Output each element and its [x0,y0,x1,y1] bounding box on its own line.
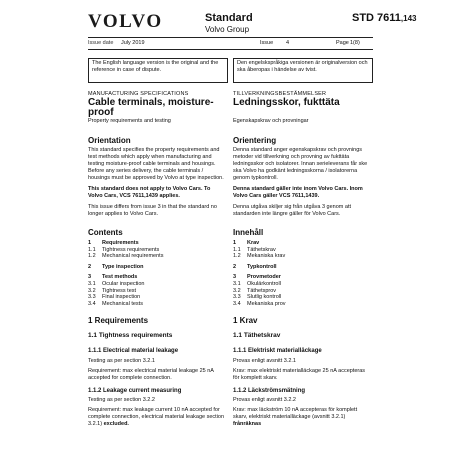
sv-orientation-p3: Denna utgåva skiljer sig från utgåva 3 genom att standarden inte längre gäller för Volvo Cars. [233,204,352,217]
en-orientation-p3: This issue differs from issue 3 in that the standard no longer applies to Volvo Cars. [88,204,217,217]
sv-contents-heading: Innehåll [233,228,264,237]
sv-section-1: 1 Krav [233,316,258,326]
sv-section-1-1-2: 1.1.2 Läckströmsmätning [233,388,306,395]
sv-section-1-1-2-p1: Provas enligt avsnitt 3.2.2 [233,397,296,404]
en-category: MANUFACTURING SPECIFICATIONS [88,91,189,97]
sv-orientation-p1: Denna standard anger egenskapskrav och provnings metoder vid tillverkning och provning av fukttäta ledningsskor och isolatorer. Innan serieleverans får ske ska Volvo ha godkänt ledningsskorna / isolatorerna genom typkontroll. [233,147,368,181]
en-toc-item: 3.3 Final inspection [88,294,141,301]
sv-toc-item: 3.1 Okulärkontroll [233,280,281,287]
standard-number-main: STD 7611 [352,12,401,24]
sv-subtitle: Egenskapskrav och provningar [233,118,309,124]
en-section-1: 1 Requirements [88,316,149,326]
standard-subtitle: Volvo Group [205,25,250,34]
english-note-box: The English language version is the original and the reference in case of dispute. [88,58,228,83]
en-section-1-1: 1.1 Tightness requirements [88,332,173,340]
en-toc-item: 1.1 Tightness requirements [88,246,160,253]
en-orientation-p1: This standard specifies the property requirements and test methods which apply when manufacturing and testing moisture-proof cable terminals and housings. Before any series delivery, the cable terminals / housings must be approved by Volvo at type inspection. [88,147,224,181]
sv-toc-item: 3.2 Täthetsprov [233,287,277,294]
sv-category: TILLVERKNINGSBESTÄMMELSER [233,91,327,97]
standard-number [352,12,417,24]
page-label: Page [336,40,349,46]
sv-title: Ledningsskor, fukttäta [233,97,340,108]
sv-toc-item: 2 Typkontroll [233,263,277,270]
issue-date-value: July 2019 [121,40,145,46]
en-section-1-1-1-p1: Testing as per section 3.2.1 [88,358,155,365]
en-toc-item: 3 Test methods [88,274,138,281]
sv-section-1-1-1-p1: Provas enligt avsnitt 3.2.1 [233,358,296,365]
en-toc [88,240,225,307]
en-toc-item: 2 Type inspection [88,263,144,270]
en-toc-item: 1 Requirements [88,240,139,246]
en-subtitle: Property requirements and testing [88,118,171,124]
sv-section-1-1-1: 1.1.1 Elektriskt materialläckage [233,348,322,355]
standard-title: Standard [205,12,253,24]
sv-orientation-heading: Orientering [233,136,277,145]
en-orientation-p2: This standard does not apply to Volvo Cars. To Volvo Cars, VCS 7611,1439 applies. [88,186,211,199]
sv-toc-item: 3.4 Mekaniska prov [233,300,286,307]
en-orientation-heading: Orientation [88,136,131,145]
sv-toc-item: 3.3 Slutlig kontroll [233,294,282,301]
standard-number-suffix: ,143 [400,14,417,23]
en-section-1-1-2: 1.1.2 Leakage current measuring [88,388,182,395]
en-toc-item: 1.2 Mechanical requirements [88,253,164,260]
issue-date-label [88,40,113,46]
en-contents-heading: Contents [88,228,123,237]
sv-toc-item: 1 Krav [233,240,260,246]
sv-section-1-1-2-p2: Krav: max läckström 10 nA accepteras för komplett skarv, elektriskt materialläckage (avsnitt 3.2.1) frånräknas [233,407,358,428]
header-divider [88,37,373,38]
en-section-1-1-2-p1: Testing as per section 3.2.2 [88,397,155,404]
sv-toc-item: 1.2 Mekaniska krav [233,253,286,260]
sv-toc [233,240,370,307]
en-section-1-1-1: 1.1.1 Electrical material leakage [88,348,179,355]
en-title: Cable terminals, moisture-proof [88,97,214,118]
issue-value: 4 [286,40,290,46]
en-toc-item: 3.4 Mechanical tests [88,300,143,307]
en-toc-item: 3.2 Tightness test [88,287,137,294]
sv-toc-item: 1.1 Täthetskrav [233,246,276,253]
page-value: 1(8) [350,40,360,46]
english-column [88,91,225,428]
en-section-1-1-1-p2: Requirement: max electrical material leakage 25 nA accepted for complete connection. [88,368,214,382]
sv-toc-item: 3 Provmetoder [233,274,281,281]
en-section-1-1-2-p2: Requirement: max leakage current 10 nA accepted for complete connection, electrical material leakage section 3.2.1) excluded. [88,407,225,428]
swedish-note-box: Den engelskspråkiga versionen är originalversion och ska åberopas i händelse av tvist. [233,58,373,83]
swedish-column [233,91,370,428]
issue-label: Issue [260,40,274,46]
meta-divider [88,49,373,50]
en-toc-item: 3.1 Ocular inspection [88,280,145,287]
volvo-logo: VOLVO [88,11,163,32]
sv-section-1-1: 1.1 Täthetskrav [233,332,281,340]
sv-section-1-1-1-p2: Krav: max elektriskt materialläckage 25 nA accepteras för komplett skarv. [233,368,366,382]
sv-orientation-p2: Denna standard gäller inte inom Volvo Cars. Inom Volvo Cars gäller VCS 7611,1439. [233,186,363,199]
issue-date-label-text: Issue date [88,40,114,46]
